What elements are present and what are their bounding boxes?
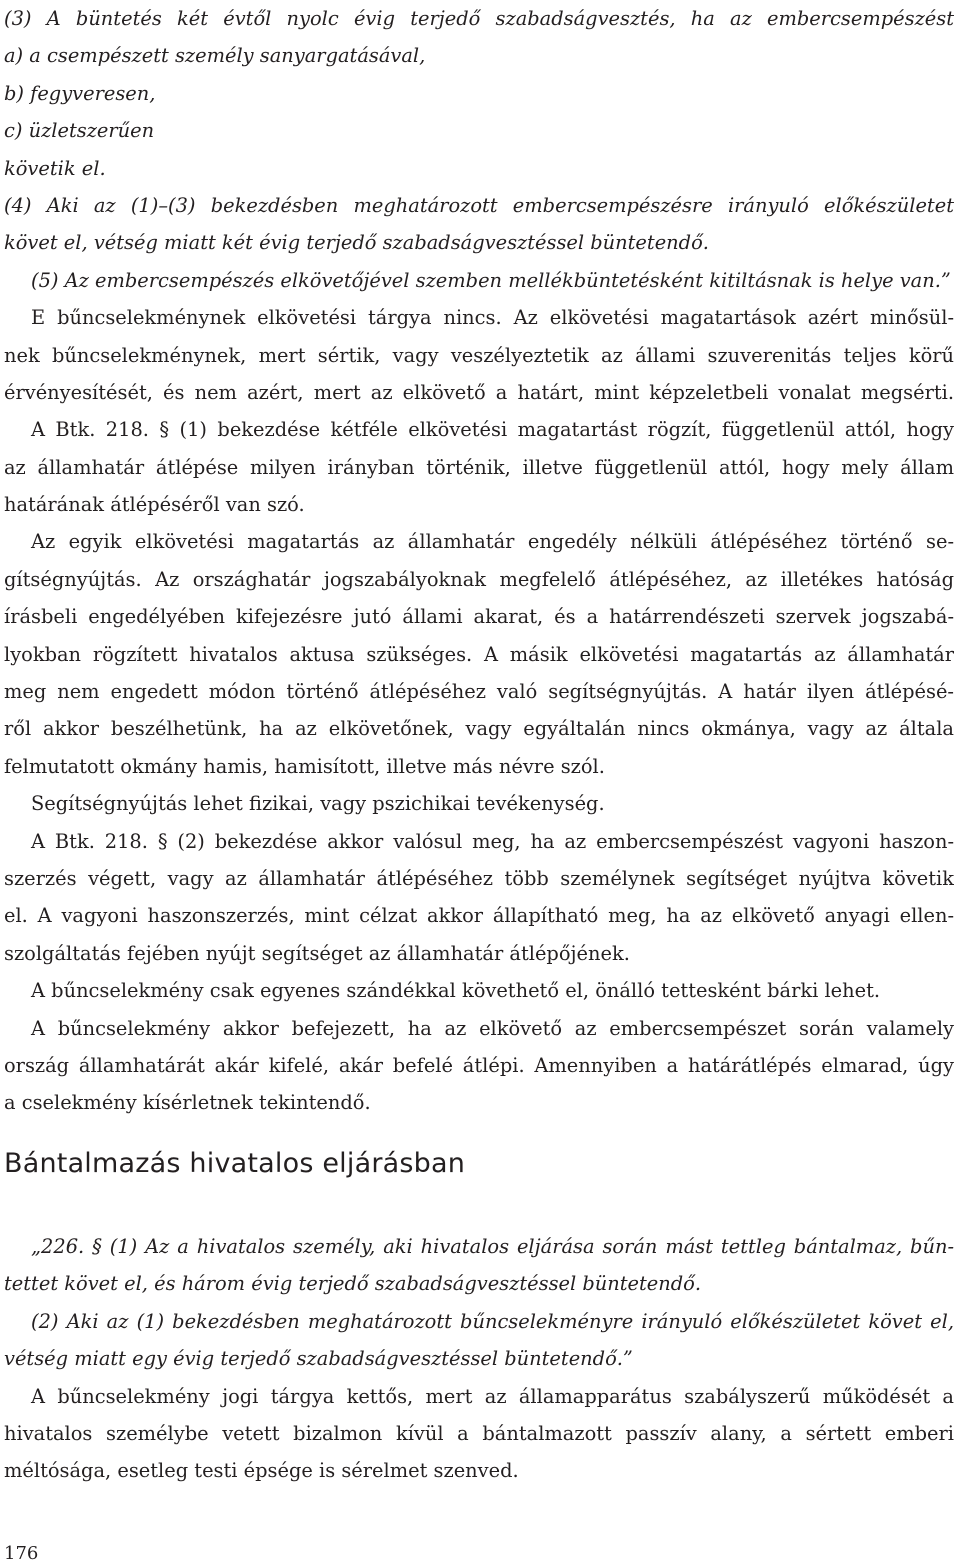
text-line: szerzés végett, vagy az államhatár átlépéséhez több személynek segítséget nyújtva követik (4, 866, 954, 890)
text-line: lyokban rögzített hivatalos aktusa szükséges. A másik elkövetési magatartás az államhatár (4, 642, 954, 666)
text-line: ről akkor beszélhetünk, ha az elkövetőnek, vagy egyáltalán nincs okmánya, vagy az általa (4, 717, 954, 741)
text-line: (4) Aki az (1)–(3) bekezdésben meghatározott embercsempészésre irányuló előkészületet (4, 193, 954, 217)
text-line: szolgáltatás fejében nyújt segítséget az államhatár átlépőjének. (4, 941, 630, 965)
section-heading: Bántalmazás hivatalos eljárásban (4, 1148, 466, 1179)
text-line: Az egyik elkövetési magatartás az államhatár engedély nélküli átlépéséhez történő se- (31, 530, 954, 554)
text-line: A bűncselekmény csak egyenes szándékkal követhető el, önálló tettesként bárki lehet. (31, 979, 881, 1003)
text-line: a) a csempészett személy sanyargatásával, (4, 44, 426, 68)
text-line: E bűncselekménynek elkövetési tárgya nincs. Az elkövetési magatartások azért minősül- (31, 306, 954, 330)
text-line: (3) A büntetés két évtől nyolc évig terjedő szabadságvesztés, ha az embercsempészést (4, 7, 954, 30)
text-line: c) üzletszerűen (4, 119, 155, 143)
text-line: A bűncselekmény akkor befejezett, ha az elkövető az embercsempészet során valamely (31, 1016, 954, 1040)
text-line: tettet követ el, és három évig terjedő szabadságvesztéssel büntetendő. (4, 1272, 702, 1296)
text-line: követik el. (4, 156, 106, 180)
text-line: meg nem engedett módon történő átlépéséhez való segítségnyújtás. A határ ilyen átlépésé- (4, 680, 954, 704)
text-line: (5) Az embercsempészés elkövetőjével szemben mellékbüntetésként kitiltásnak is helye van.” (31, 268, 951, 292)
text-line: A bűncselekmény jogi tárgya kettős, mert az államapparátus szabályszerű működését a (31, 1384, 954, 1408)
text-line: el. A vagyoni haszonszerzés, mint célzat akkor állapítható meg, ha az elkövető anyagi ellen- (4, 904, 954, 928)
text-line: követ el, vétség miatt két évig terjedő szabadságvesztéssel büntetendő. (4, 231, 709, 255)
text-line: A Btk. 218. § (2) bekezdése akkor valósul meg, ha az embercsempészést vagyoni haszon- (31, 829, 954, 853)
text-line: a cselekmény kísérletnek tekintendő. (4, 1091, 371, 1115)
text-line: az államhatár átlépése milyen irányban történik, illetve függetlenül attól, hogy mely állam (4, 455, 954, 479)
text-line: érvényesítését, és nem azért, mert az elkövető a határt, mint képzeletbeli vonalat megsérti. (4, 380, 954, 404)
text-line: Segítségnyújtás lehet fizikai, vagy pszichikai tevékenység. (31, 792, 605, 816)
text-line: írásbeli engedélyében kifejezésre jutó állami akarat, és a határrendészeti szervek jogszabá- (4, 605, 954, 629)
text-line: felmutatott okmány hamis, hamisított, illetve más névre szól. (4, 754, 605, 778)
text-line: „226. § (1) Az a hivatalos személy, aki hivatalos eljárása során mást tettleg bántalmaz, bűn- (31, 1235, 954, 1258)
text-line: ország államhatárát akár kifelé, akár befelé átlépi. Amennyiben a határátlépés elmarad, úgy (4, 1053, 954, 1077)
text-line: gítségnyújtás. Az országhatár jogszabályoknak megfelelő átlépéséhez, az illetékes hatóság (4, 567, 954, 591)
text-line: b) fegyveresen, (4, 81, 156, 105)
text-line: hivatalos személybe vetett bizalmon kívül a bántalmazott passzív alany, a sértett emberi (4, 1421, 954, 1445)
text-line: nek bűncselekménynek, mert sértik, vagy veszélyeztetik az állami szuverenitás teljes körű (4, 343, 954, 367)
text-line: vétség miatt egy évig terjedő szabadságvesztéssel büntetendő.” (4, 1347, 633, 1371)
page-number: 176 (4, 1543, 39, 1564)
text-line: A Btk. 218. § (1) bekezdése kétféle elkövetési magatartást rögzít, függetlenül attól, hogy (31, 418, 954, 442)
document-body-section-2 (4, 1228, 954, 1490)
text-line: (2) Aki az (1) bekezdésben meghatározott bűncselekményre irányuló előkészületet követ el, (31, 1309, 954, 1333)
text-line: méltósága, esetleg testi épsége is sérelmet szenved. (4, 1459, 519, 1483)
document-body (4, 0, 954, 1122)
text-line: határának átlépéséről van szó. (4, 493, 305, 517)
